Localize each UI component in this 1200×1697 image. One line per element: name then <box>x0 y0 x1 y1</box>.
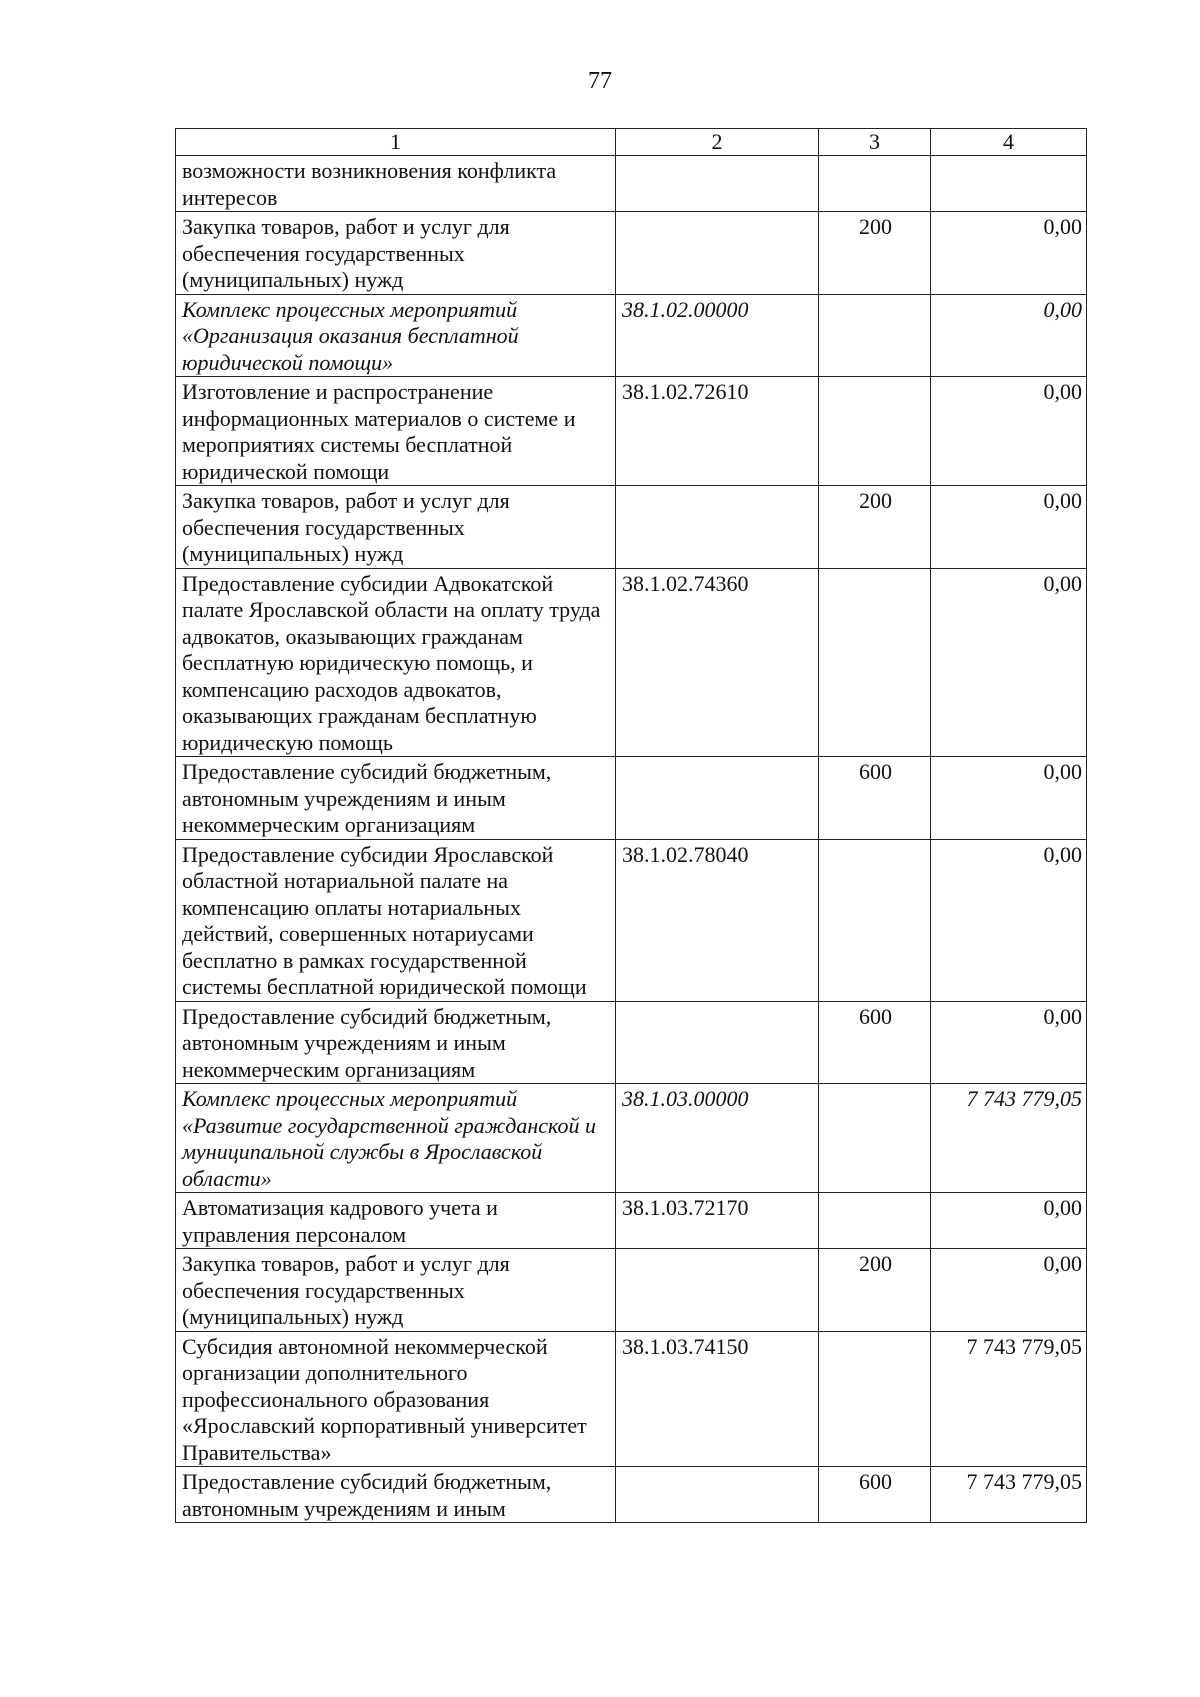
expense-type-cell <box>819 568 931 757</box>
amount-cell: 0,00 <box>931 1001 1087 1084</box>
table-row <box>176 1193 1087 1249</box>
expense-type-cell: 200 <box>819 486 931 569</box>
amount-cell: 0,00 <box>931 568 1087 757</box>
table-row <box>176 1467 1087 1523</box>
code-cell <box>616 486 819 569</box>
name-cell: Закупка товаров, работ и услуг для обеспечения государственных (муниципальных) нужд <box>176 1249 616 1332</box>
amount-cell: 0,00 <box>931 839 1087 1001</box>
name-cell: Субсидия автономной некоммерческой организации дополнительного профессионального образования «Ярославский корпоративный университет Правительства» <box>176 1331 616 1467</box>
expense-type-cell <box>819 156 931 212</box>
code-cell: 38.1.02.00000 <box>616 294 819 377</box>
table-row <box>176 212 1087 295</box>
name-cell: Предоставление субсидий бюджетным, автономным учреждениям и иным некоммерческим организациям <box>176 1001 616 1084</box>
amount-cell: 0,00 <box>931 486 1087 569</box>
name-cell: Предоставление субсидий бюджетным, автономным учреждениям и иным <box>176 1467 616 1523</box>
amount-cell: 7 743 779,05 <box>931 1467 1087 1523</box>
column-header-3: 3 <box>819 129 931 156</box>
expense-type-cell: 200 <box>819 212 931 295</box>
expense-type-cell: 600 <box>819 757 931 840</box>
table-row <box>176 568 1087 757</box>
table-row <box>176 757 1087 840</box>
table-header-row <box>176 129 1087 156</box>
expense-type-cell <box>819 839 931 1001</box>
code-cell: 38.1.02.78040 <box>616 839 819 1001</box>
amount-cell: 0,00 <box>931 212 1087 295</box>
name-cell: Предоставление субсидии Ярославской областной нотариальной палате на компенсацию оплаты нотариальных действий, совершенных нотариусами бесплатно в рамках государственной системы бесплатной юридической помощи <box>176 839 616 1001</box>
amount-cell: 0,00 <box>931 1249 1087 1332</box>
column-header-4: 4 <box>931 129 1087 156</box>
code-cell <box>616 1001 819 1084</box>
budget-table <box>175 128 1087 1523</box>
name-cell: Комплекс процессных мероприятий «Организация оказания бесплатной юридической помощи» <box>176 294 616 377</box>
expense-type-cell <box>819 1084 931 1193</box>
name-cell: Комплекс процессных мероприятий «Развитие государственной гражданской и муниципальной службы в Ярославской области» <box>176 1084 616 1193</box>
table-row <box>176 1084 1087 1193</box>
code-cell <box>616 1467 819 1523</box>
name-cell: возможности возникновения конфликта интересов <box>176 156 616 212</box>
code-cell <box>616 156 819 212</box>
table-row <box>176 1331 1087 1467</box>
amount-cell: 7 743 779,05 <box>931 1084 1087 1193</box>
table-row <box>176 377 1087 486</box>
code-cell: 38.1.03.00000 <box>616 1084 819 1193</box>
expense-type-cell: 600 <box>819 1467 931 1523</box>
code-cell <box>616 757 819 840</box>
code-cell <box>616 212 819 295</box>
name-cell: Закупка товаров, работ и услуг для обеспечения государственных (муниципальных) нужд <box>176 486 616 569</box>
column-header-2: 2 <box>616 129 819 156</box>
amount-cell: 0,00 <box>931 294 1087 377</box>
table-row <box>176 839 1087 1001</box>
table-row <box>176 486 1087 569</box>
name-cell: Предоставление субсидий бюджетным, автономным учреждениям и иным некоммерческим организациям <box>176 757 616 840</box>
expense-type-cell <box>819 294 931 377</box>
table-body <box>176 156 1087 1523</box>
table-row <box>176 1001 1087 1084</box>
amount-cell <box>931 156 1087 212</box>
expense-type-cell: 200 <box>819 1249 931 1332</box>
table-row <box>176 156 1087 212</box>
amount-cell: 7 743 779,05 <box>931 1331 1087 1467</box>
expense-type-cell: 600 <box>819 1001 931 1084</box>
name-cell: Предоставление субсидии Адвокатской палате Ярославской области на оплату труда адвокатов, оказывающих гражданам бесплатную юридическую помощь, и компенсацию расходов адвокатов, оказывающих гражданам бесплатную юридическую помощь <box>176 568 616 757</box>
code-cell: 38.1.03.72170 <box>616 1193 819 1249</box>
amount-cell: 0,00 <box>931 1193 1087 1249</box>
code-cell: 38.1.03.74150 <box>616 1331 819 1467</box>
code-cell: 38.1.02.72610 <box>616 377 819 486</box>
page-number: 77 <box>588 68 612 94</box>
amount-cell: 0,00 <box>931 757 1087 840</box>
code-cell: 38.1.02.74360 <box>616 568 819 757</box>
expense-type-cell <box>819 1193 931 1249</box>
code-cell <box>616 1249 819 1332</box>
column-header-1: 1 <box>176 129 616 156</box>
name-cell: Закупка товаров, работ и услуг для обеспечения государственных (муниципальных) нужд <box>176 212 616 295</box>
table-row <box>176 294 1087 377</box>
expense-type-cell <box>819 377 931 486</box>
expense-type-cell <box>819 1331 931 1467</box>
name-cell: Автоматизация кадрового учета и управления персоналом <box>176 1193 616 1249</box>
name-cell: Изготовление и распространение информационных материалов о системе и мероприятиях системы бесплатной юридической помощи <box>176 377 616 486</box>
table-row <box>176 1249 1087 1332</box>
amount-cell: 0,00 <box>931 377 1087 486</box>
